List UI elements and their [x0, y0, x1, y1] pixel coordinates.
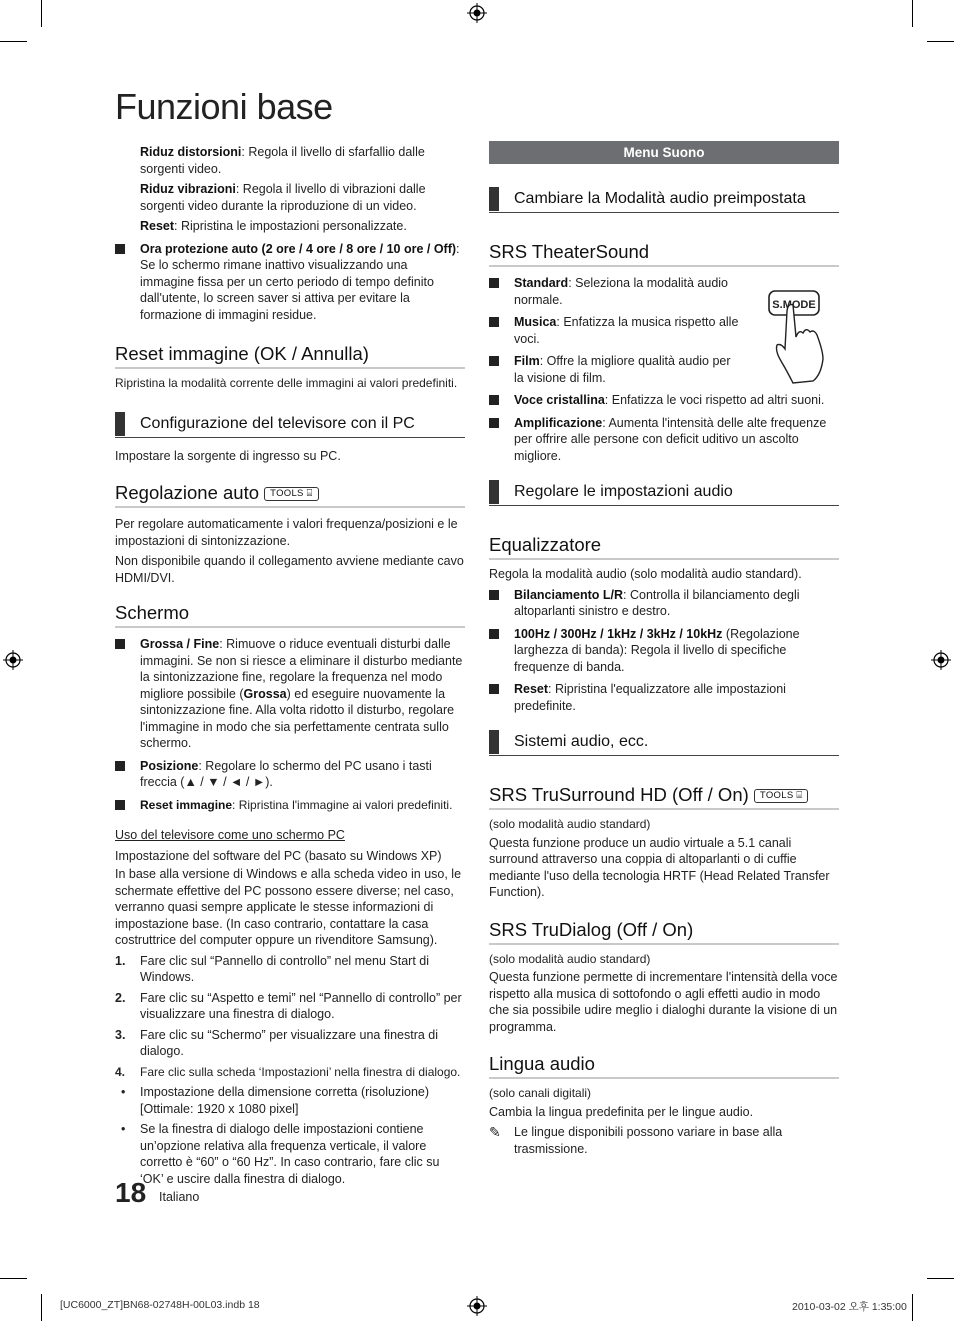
bullet-square-icon — [489, 317, 499, 327]
heading-bar-icon — [489, 187, 499, 211]
intro-item: Riduz distorsioni: Regola il livello di sfarfallio dalle sorgenti video. — [140, 145, 425, 176]
subheading-underlined: Uso del televisore come uno schermo PC — [115, 828, 345, 842]
list-item: Grossa / Fine: Rimuove o riduce eventuali disturbi dalle immagini. Se non si riesce a eliminare il disturbo mediante la sintonizzazione fine, regolare la frequenza nel modo migliore possibile (Grossa) ed eseguire nuovamente la sintonizzazione fine. Alla volta ridotto il disturbo, regolare l'immagine in modo che sia perfettamente centrata sullo schermo. — [115, 636, 465, 752]
page-title: Funzioni base — [115, 86, 333, 127]
crop-mark — [912, 1294, 913, 1321]
dot-item: • Impostazione della dimensione corretta (risoluzione) [Ottimale: 1920 x 1080 pixel] — [121, 1085, 430, 1116]
heading-bar-icon — [489, 480, 499, 504]
registration-mark-icon — [3, 650, 23, 670]
crop-mark — [927, 1278, 954, 1279]
list-item: Film: Offre la migliore qualità audio per la visione di film. — [489, 353, 739, 386]
subsection-heading: Configurazione del televisore con il PC — [115, 412, 465, 438]
list-item: Amplificazione: Aumenta l'intensità delle alte frequenze per offrire alle persone con deficit uditivo un ascolto migliore. — [489, 415, 839, 465]
list-item: Reset: Ripristina l'equalizzatore alle impostazioni predefinite. — [489, 681, 839, 714]
section-text: Cambia la lingua predefinita per le lingue audio. — [489, 1104, 754, 1119]
registration-mark-icon — [931, 650, 951, 670]
intro-item: Riduz vibrazioni: Regola il livello di vibrazioni dalle sorgenti video durante la riproduzione di un video. — [140, 182, 426, 213]
pencil-note-icon: ✎ — [489, 1124, 501, 1140]
section-heading: Lingua audio — [489, 1053, 839, 1079]
subsection-heading: Sistemi audio, ecc. — [489, 730, 839, 756]
section-text: Questa funzione produce un audio virtuale a 5.1 canali surround attraverso una coppia di altoparlanti o di cuffie mediante l'uso della tecnologia HRTF (Head Related Transfer Function). — [489, 835, 830, 899]
section-text: Regola la modalità audio (solo modalità audio standard). — [489, 567, 802, 581]
bullet-square-icon — [115, 639, 125, 649]
footer-file-info: [UC6000_ZT]BN68-02748H-00L03.indb 18 — [60, 1299, 260, 1311]
heading-bar-icon — [489, 730, 499, 754]
section-text: Ripristina la modalità corrente delle immagini ai valori predefiniti. — [115, 376, 458, 390]
memo-note: ✎ Le lingue disponibili possono variare in base alla trasmissione. — [489, 1124, 783, 1156]
list-item: Ora protezione auto (2 ore / 4 ore / 8 ore / 10 ore / Off): Se lo schermo rimane inattivo visualizzando una immagine fissa per un certo periodo di tempo definito dall'utente, lo screen saver si attiva per evitare la formazione di immagini residue. — [115, 241, 465, 324]
section-text: Non disponibile quando il collegamento avviene mediante cavo HDMI/DVI. — [115, 554, 464, 585]
section-text: In base alla versione di Windows e alla scheda video in uso, le schermate effettive del PC possono essere diverse; nel caso, verranno quasi sempre applicate le stesse informazioni di impostazione base. (In caso contrario, contattare la casa costruttrice del computer oppure un rivenditore Samsung). — [115, 867, 462, 947]
section-text: Impostare la sorgente di ingresso su PC. — [115, 448, 341, 463]
tools-icon: TOOLS ⌸ — [264, 487, 318, 501]
crop-mark — [912, 0, 913, 27]
section-heading: Regolazione auto TOOLS ⌸ — [115, 482, 465, 508]
bullet-square-icon — [115, 800, 125, 810]
registration-mark-icon — [467, 1296, 487, 1316]
bullet-square-icon — [115, 761, 125, 771]
section-heading: Reset immagine (OK / Annulla) — [115, 343, 465, 369]
section-text: Impostazione del software del PC (basato su Windows XP) — [115, 848, 442, 863]
bullet-square-icon — [489, 395, 499, 405]
section-heading: SRS TheaterSound — [489, 241, 839, 267]
menu-bar: Menu Suono — [489, 141, 839, 164]
heading-bar-icon — [115, 412, 125, 436]
section-text: Per regolare automaticamente i valori frequenza/posizioni e le impostazioni di sintonizzazione. — [115, 517, 458, 548]
list-item: 100Hz / 300Hz / 1kHz / 3kHz / 10kHz (Regolazione larghezza di banda): Regola il livello di specifiche frequenze di banda. — [489, 626, 839, 676]
numbered-step: 4. Fare clic sulla scheda ‘Impostazioni’ nella finestra di dialogo. — [115, 1064, 461, 1079]
theater-block — [489, 275, 839, 464]
crop-mark — [0, 41, 27, 42]
footer-date-info: 2010-03-02 오후 1:35:00 — [792, 1301, 907, 1313]
crop-mark — [41, 0, 42, 27]
bullet-square-icon — [489, 590, 499, 600]
bullet-square-icon — [489, 278, 499, 288]
section-note: (solo modalità audio standard) — [489, 951, 651, 966]
intro-item: Reset: Ripristina le impostazioni personalizzate. — [140, 219, 407, 233]
crop-mark — [927, 41, 954, 42]
subsection-heading: Cambiare la Modalità audio preimpostata — [489, 187, 839, 213]
section-text: Questa funzione permette di incrementare l'intensità della voce rispetto alla musica di sottofondo o agli effetti audio in modo che sia possibile udire meglio i dialoghi durante la visione di un programma. — [489, 970, 838, 1034]
bullet-square-icon — [489, 356, 499, 366]
numbered-step: 3. Fare clic su “Schermo” per visualizzare una finestra di dialogo. — [115, 1027, 439, 1058]
tools-icon: TOOLS ⌸ — [754, 789, 808, 803]
right-column — [489, 141, 839, 1161]
bullet-square-icon — [489, 684, 499, 694]
hand-remote-button-icon — [763, 285, 835, 385]
section-note: (solo canali digitali) — [489, 1086, 592, 1100]
subsection-heading: Regolare le impostazioni audio — [489, 480, 839, 506]
list-item: Voce cristallina: Enfatizza le voci rispetto ad altri suoni. — [489, 392, 839, 409]
section-heading: SRS TruSurround HD (Off / On) TOOLS ⌸ — [489, 784, 839, 810]
footer-language: Italiano — [159, 1190, 200, 1204]
numbered-step: 1. Fare clic sul “Pannello di controllo” nel menu Start di Windows. — [115, 953, 430, 984]
list-item: Posizione: Regolare lo schermo del PC usano i tasti freccia (▲ / ▼ / ◄ / ►). — [115, 758, 465, 791]
svg-text:S.MODE: S.MODE — [772, 299, 816, 311]
section-heading: Schermo — [115, 602, 465, 628]
list-item: Musica: Enfatizza la musica rispetto alle voci. — [489, 314, 739, 347]
numbered-step: 2. Fare clic su “Aspetto e temi” nel “Pannello di controllo” per visualizzare una finestra di dialogo. — [115, 990, 462, 1021]
list-item: Standard: Seleziona la modalità audio normale. — [489, 275, 739, 308]
list-item: Reset immagine: Ripristina l'immagine ai valori predefiniti. — [115, 797, 465, 814]
bullet-square-icon — [489, 629, 499, 639]
bullet-square-icon — [489, 418, 499, 428]
bullet-square-icon — [115, 244, 125, 254]
crop-mark — [41, 1294, 42, 1321]
section-heading: SRS TruDialog (Off / On) — [489, 919, 839, 945]
section-note: (solo modalità audio standard) — [489, 817, 651, 831]
section-heading: Equalizzatore — [489, 534, 839, 560]
page-number: 18 — [115, 1177, 147, 1208]
left-column — [115, 144, 465, 1191]
dot-item: • Se la finestra di dialogo delle impostazioni contiene un’opzione relativa alla frequenza verticale, il valore corretto è “60” o “60 Hz”. In caso contrario, fare clic su ‘OK’ e uscire dalla finestra di dialogo. — [121, 1122, 440, 1186]
registration-mark-icon — [467, 3, 487, 23]
list-item: Bilanciamento L/R: Controlla il bilanciamento degli altoparlanti sinistro e destro. — [489, 587, 839, 620]
crop-mark — [0, 1278, 27, 1279]
